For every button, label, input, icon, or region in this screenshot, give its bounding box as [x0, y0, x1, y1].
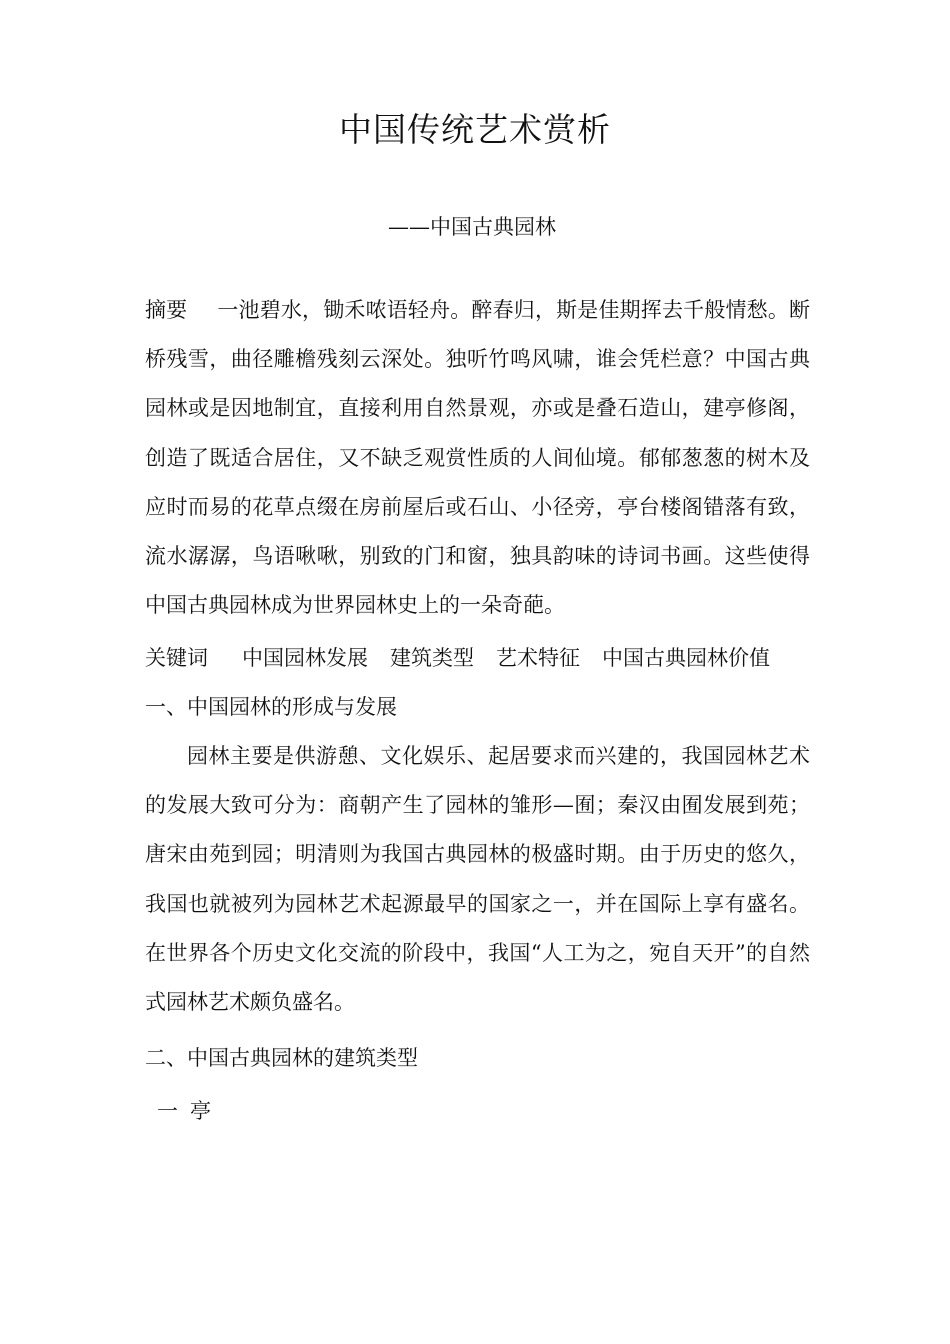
keyword-item: 艺术特征 [496, 646, 580, 670]
section-heading-2: 二、中国古典园林的建筑类型 [145, 1046, 418, 1070]
keyword-item: 中国古典园林价值 [602, 646, 770, 670]
abstract-label: 摘要 [145, 298, 188, 322]
keywords-line [145, 634, 810, 683]
keywords-label: 关键词 [145, 646, 208, 670]
subsection-heading [157, 1087, 211, 1136]
keyword-item: 中国园林发展 [242, 646, 368, 670]
abstract-text: 一池碧水，锄禾哝语轻舟。醉春归，斯是佳期挥去千般情愁。断桥残雪，曲径雕檐残刻云深处。独听竹鸣风啸，谁会凭栏意？中国古典园林或是因地制宜，直接利用自然景观，亦或是叠石造山，建亭修阁，创造了既适合居住，又不缺乏观赏性质的人间仙境。郁郁葱葱的树木及应时而易的花草点缀在房前屋后或石山、小径旁，亭台楼阁错落有致，流水潺潺，鸟语啾啾，别致的门和窗，独具韵味的诗词书画。这些使得中国古典园林成为世界园林史上的一朵奇葩。 [145, 298, 811, 618]
section-1-paragraph: 园林主要是供游憩、文化娱乐、起居要求而兴建的，我国园林艺术的发展大致可分为：商朝产生了园林的雏形—囿；秦汉由囿发展到苑；唐宋由苑到园；明清则为我国古典园林的极盛时期。由于历史的悠久，我国也就被列为园林艺术起源最早的国家之一，并在国际上享有盛名。在世界各个历史文化交流的阶段中，我国“人工为之，宛自天开”的自然式园林艺术颇负盛名。 [145, 744, 810, 1015]
keyword-item: 建筑类型 [390, 646, 474, 670]
section-heading-1: 一、中国园林的形成与发展 [145, 695, 397, 719]
document-title: 中国传统艺术赏析 [339, 110, 611, 149]
subsection-title: 亭 [190, 1099, 211, 1123]
document-subtitle: ——中国古典园林 [388, 215, 556, 239]
abstract-paragraph [145, 286, 810, 630]
subsection-number: 一 [157, 1099, 178, 1123]
